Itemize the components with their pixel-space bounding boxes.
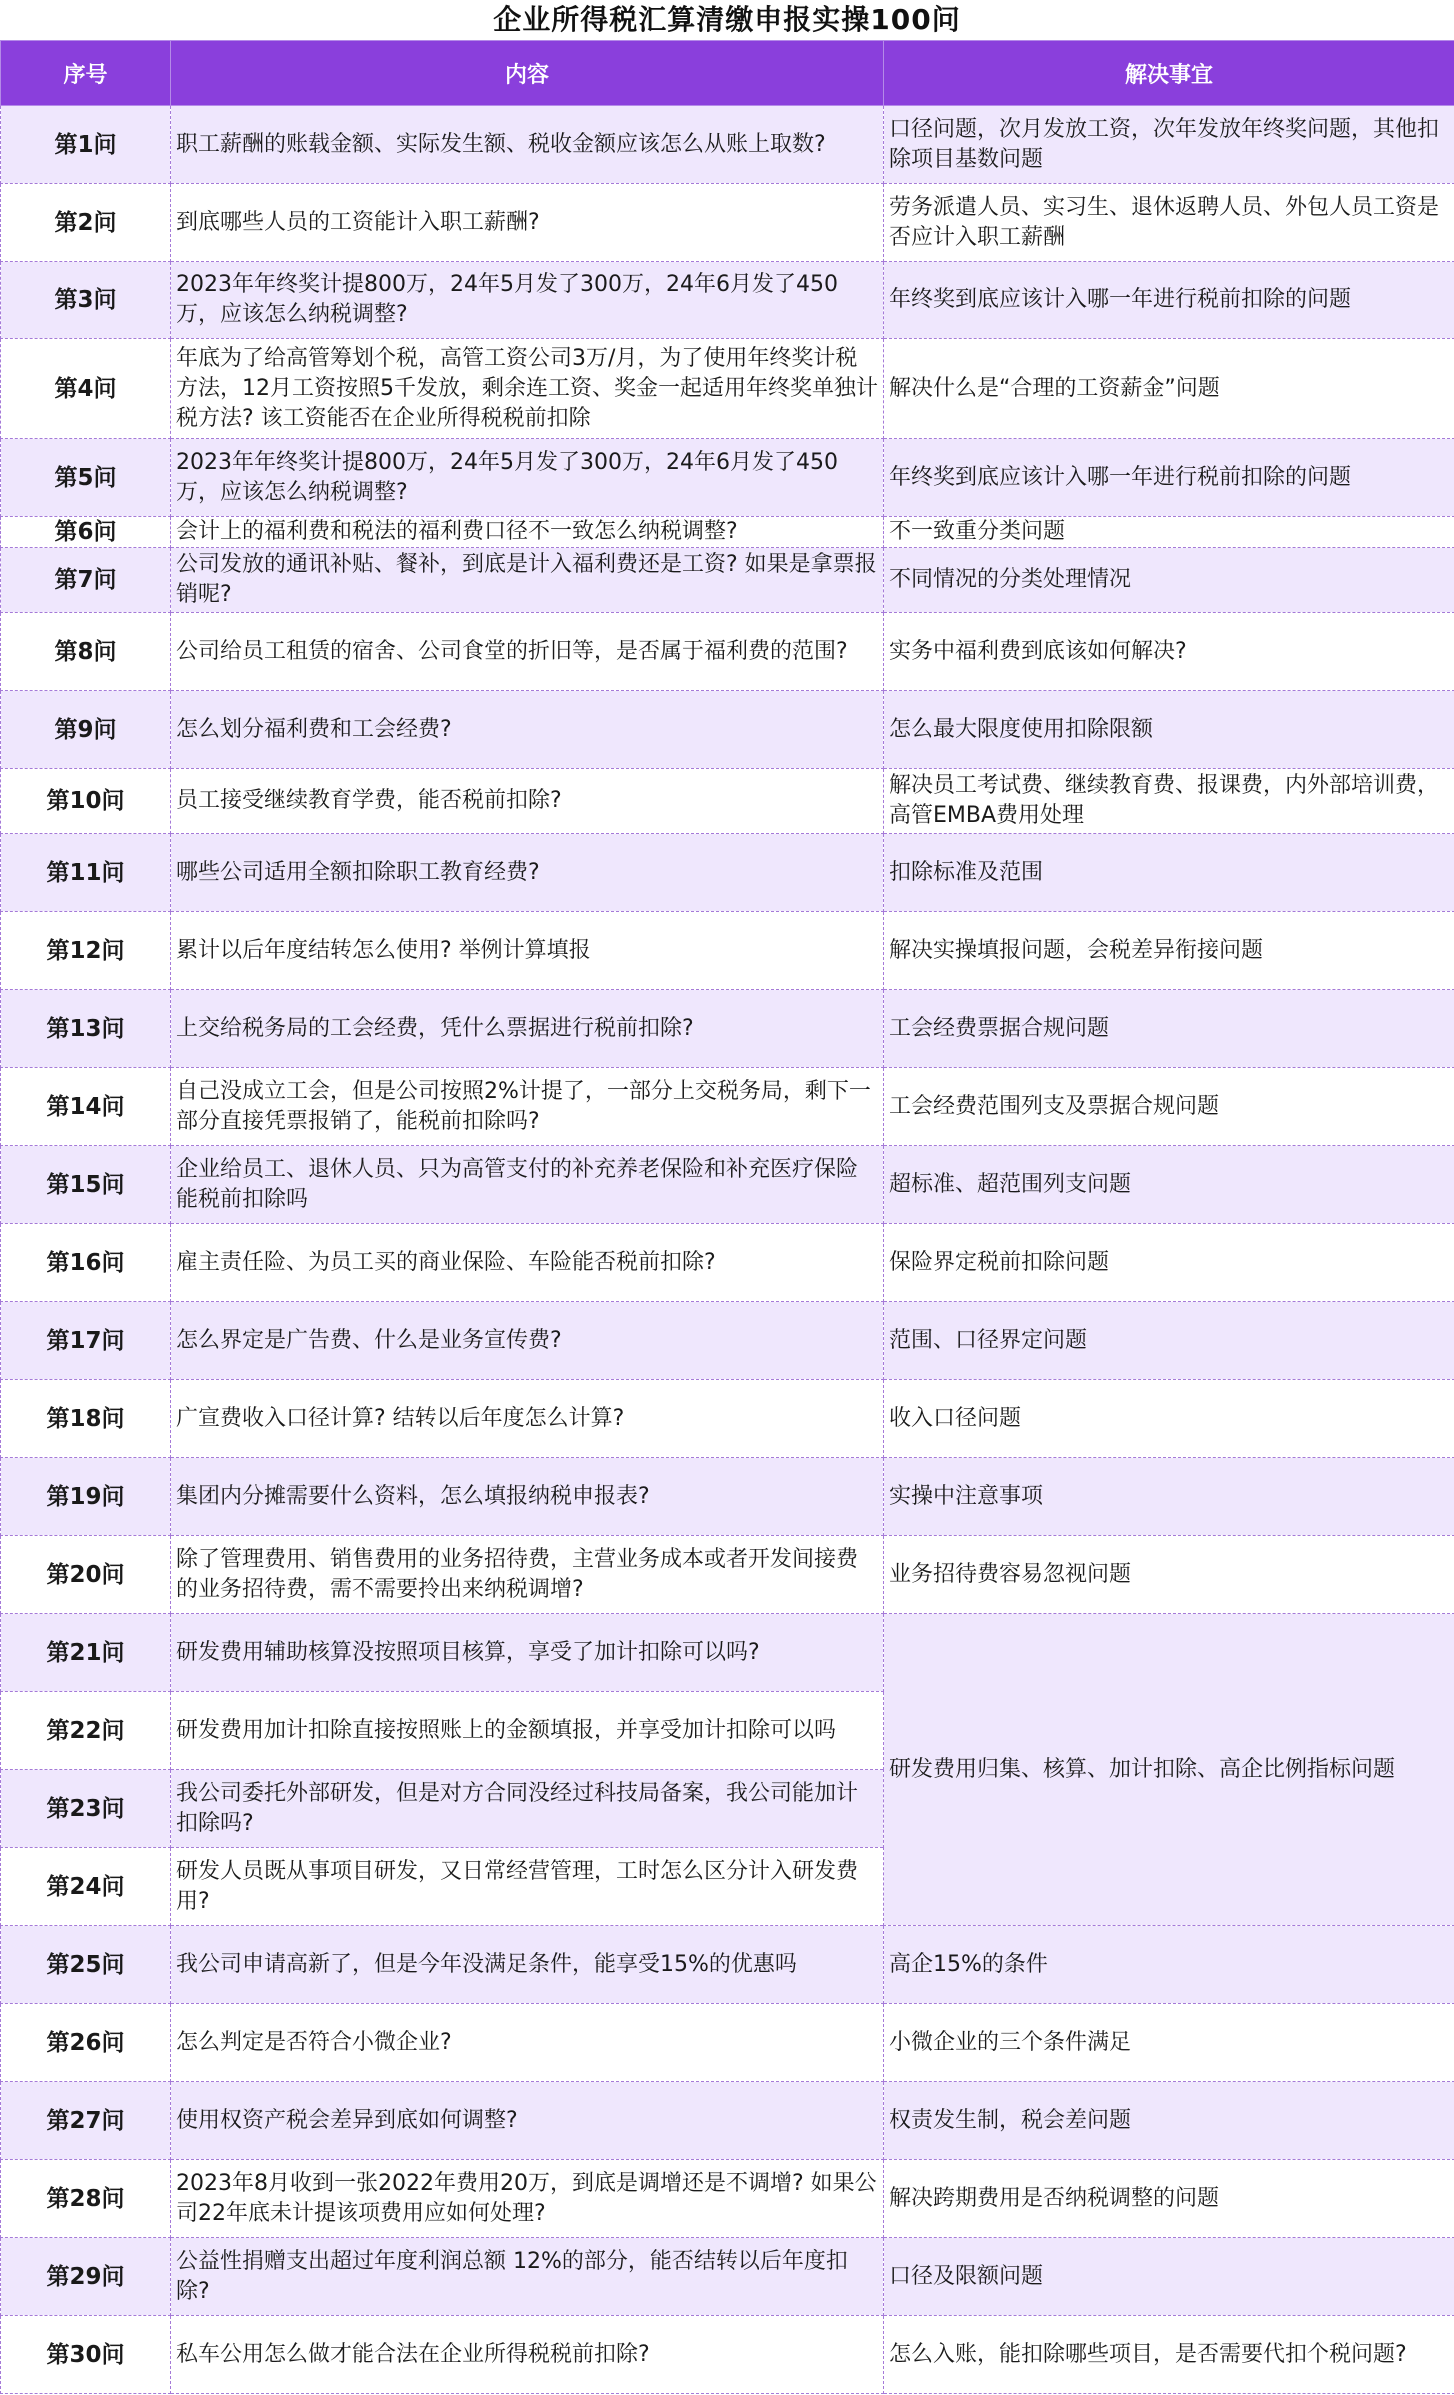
row-resolution: 实务中福利费到底该如何解决? xyxy=(884,613,1454,691)
table-row xyxy=(1,2004,1454,2082)
row-resolution: 不同情况的分类处理情况 xyxy=(884,548,1454,613)
row-number: 第16问 xyxy=(1,1224,171,1302)
row-question: 公司给员工租赁的宿舍、公司食堂的折旧等，是否属于福利费的范围? xyxy=(171,613,884,691)
row-number: 第10问 xyxy=(1,769,171,834)
table-row xyxy=(1,834,1454,912)
row-resolution: 高企15%的条件 xyxy=(884,1926,1454,2004)
row-question: 我公司申请高新了，但是今年没满足条件，能享受15%的优惠吗 xyxy=(171,1926,884,2004)
table-row xyxy=(1,1224,1454,1302)
row-question: 除了管理费用、销售费用的业务招待费，主营业务成本或者开发间接费的业务招待费，需不需要拎出来纳税调增? xyxy=(171,1536,884,1614)
row-number: 第6问 xyxy=(1,517,171,548)
table-row xyxy=(1,1458,1454,1536)
table-row xyxy=(1,106,1454,184)
row-number: 第29问 xyxy=(1,2238,171,2316)
row-question: 怎么判定是否符合小微企业? xyxy=(171,2004,884,2082)
row-number: 第20问 xyxy=(1,1536,171,1614)
table-row xyxy=(1,1926,1454,2004)
row-resolution: 不一致重分类问题 xyxy=(884,517,1454,548)
row-question: 怎么界定是广告费、什么是业务宣传费? xyxy=(171,1302,884,1380)
row-resolution: 小微企业的三个条件满足 xyxy=(884,2004,1454,2082)
row-resolution: 解决员工考试费、继续教育费、报课费，内外部培训费，高管EMBA费用处理 xyxy=(884,769,1454,834)
row-question: 公司发放的通讯补贴、餐补，到底是计入福利费还是工资? 如果是拿票报销呢? xyxy=(171,548,884,613)
qa-table xyxy=(0,40,1454,2394)
row-question: 广宣费收入口径计算? 结转以后年度怎么计算? xyxy=(171,1380,884,1458)
row-resolution: 范围、口径界定问题 xyxy=(884,1302,1454,1380)
row-resolution: 权责发生制，税会差问题 xyxy=(884,2082,1454,2160)
table-row xyxy=(1,1146,1454,1224)
table-row xyxy=(1,2316,1454,2394)
row-number: 第24问 xyxy=(1,1848,171,1926)
table-row xyxy=(1,517,1454,548)
row-question: 企业给员工、退休人员、只为高管支付的补充养老保险和补充医疗保险能税前扣除吗 xyxy=(171,1146,884,1224)
merged-resolution: 研发费用归集、核算、加计扣除、高企比例指标问题 xyxy=(884,1614,1454,1926)
table-row xyxy=(1,990,1454,1068)
row-question: 2023年年终奖计提800万，24年5月发了300万，24年6月发了450万，应该怎么纳税调整? xyxy=(171,262,884,339)
row-resolution: 劳务派遣人员、实习生、退休返聘人员、外包人员工资是否应计入职工薪酬 xyxy=(884,184,1454,262)
row-resolution: 解决什么是“合理的工资薪金”问题 xyxy=(884,339,1454,439)
row-resolution: 怎么最大限度使用扣除限额 xyxy=(884,691,1454,769)
row-number: 第19问 xyxy=(1,1458,171,1536)
row-number: 第26问 xyxy=(1,2004,171,2082)
row-question: 集团内分摊需要什么资料，怎么填报纳税申报表? xyxy=(171,1458,884,1536)
row-question: 2023年8月收到一张2022年费用20万，到底是调增还是不调增? 如果公司22年底未计提该项费用应如何处理? xyxy=(171,2160,884,2238)
row-number: 第11问 xyxy=(1,834,171,912)
header-content: 内容 xyxy=(171,41,884,106)
row-question: 研发费用辅助核算没按照项目核算，享受了加计扣除可以吗? xyxy=(171,1614,884,1692)
row-resolution: 解决跨期费用是否纳税调整的问题 xyxy=(884,2160,1454,2238)
table-row xyxy=(1,339,1454,439)
row-number: 第1问 xyxy=(1,106,171,184)
table-row xyxy=(1,613,1454,691)
row-number: 第14问 xyxy=(1,1068,171,1146)
row-resolution: 年终奖到底应该计入哪一年进行税前扣除的问题 xyxy=(884,439,1454,517)
row-question: 职工薪酬的账载金额、实际发生额、税收金额应该怎么从账上取数? xyxy=(171,106,884,184)
row-question: 我公司委托外部研发，但是对方合同没经过科技局备案，我公司能加计扣除吗? xyxy=(171,1770,884,1848)
row-number: 第30问 xyxy=(1,2316,171,2394)
row-number: 第15问 xyxy=(1,1146,171,1224)
row-resolution: 怎么入账，能扣除哪些项目，是否需要代扣个税问题? xyxy=(884,2316,1454,2394)
table-row xyxy=(1,912,1454,990)
row-question: 公益性捐赠支出超过年度利润总额 12%的部分，能否结转以后年度扣除? xyxy=(171,2238,884,2316)
row-question: 自己没成立工会，但是公司按照2%计提了，一部分上交税务局，剩下一部分直接凭票报销了，能税前扣除吗? xyxy=(171,1068,884,1146)
page-title: 企业所得税汇算清缴申报实操100问 xyxy=(493,3,961,36)
row-number: 第5问 xyxy=(1,439,171,517)
row-number: 第3问 xyxy=(1,262,171,339)
row-number: 第28问 xyxy=(1,2160,171,2238)
table-row xyxy=(1,2238,1454,2316)
table-row xyxy=(1,2160,1454,2238)
row-resolution: 超标准、超范围列支问题 xyxy=(884,1146,1454,1224)
row-number: 第7问 xyxy=(1,548,171,613)
table-row xyxy=(1,262,1454,339)
row-number: 第25问 xyxy=(1,1926,171,2004)
row-resolution: 口径问题，次月发放工资，次年发放年终奖问题，其他扣除项目基数问题 xyxy=(884,106,1454,184)
row-number: 第23问 xyxy=(1,1770,171,1848)
table-row xyxy=(1,1536,1454,1614)
table-row xyxy=(1,439,1454,517)
row-question: 研发费用加计扣除直接按照账上的金额填报，并享受加计扣除可以吗 xyxy=(171,1692,884,1770)
row-resolution: 工会经费范围列支及票据合规问题 xyxy=(884,1068,1454,1146)
row-number: 第12问 xyxy=(1,912,171,990)
row-resolution: 收入口径问题 xyxy=(884,1380,1454,1458)
row-number: 第9问 xyxy=(1,691,171,769)
table-row xyxy=(1,769,1454,834)
header-number: 序号 xyxy=(1,41,171,106)
row-resolution: 实操中注意事项 xyxy=(884,1458,1454,1536)
row-question: 2023年年终奖计提800万，24年5月发了300万，24年6月发了450万，应该怎么纳税调整? xyxy=(171,439,884,517)
row-resolution: 业务招待费容易忽视问题 xyxy=(884,1536,1454,1614)
row-number: 第27问 xyxy=(1,2082,171,2160)
row-number: 第18问 xyxy=(1,1380,171,1458)
row-question: 年底为了给高管筹划个税，高管工资公司3万/月，为了使用年终奖计税方法，12月工资按照5千发放，剩余连工资、奖金一起适用年终奖单独计税方法? 该工资能否在企业所得税税前扣除 xyxy=(171,339,884,439)
row-resolution: 扣除标准及范围 xyxy=(884,834,1454,912)
row-question: 累计以后年度结转怎么使用? 举例计算填报 xyxy=(171,912,884,990)
row-question: 到底哪些人员的工资能计入职工薪酬? xyxy=(171,184,884,262)
table-row xyxy=(1,691,1454,769)
header-resolution: 解决事宜 xyxy=(884,41,1454,106)
row-number: 第21问 xyxy=(1,1614,171,1692)
row-question: 雇主责任险、为员工买的商业保险、车险能否税前扣除? xyxy=(171,1224,884,1302)
row-question: 私车公用怎么做才能合法在企业所得税税前扣除? xyxy=(171,2316,884,2394)
row-number: 第13问 xyxy=(1,990,171,1068)
row-question: 研发人员既从事项目研发，又日常经营管理，工时怎么区分计入研发费用? xyxy=(171,1848,884,1926)
row-number: 第22问 xyxy=(1,1692,171,1770)
table-row xyxy=(1,1302,1454,1380)
table-row xyxy=(1,184,1454,262)
row-question: 上交给税务局的工会经费，凭什么票据进行税前扣除? xyxy=(171,990,884,1068)
row-resolution: 工会经费票据合规问题 xyxy=(884,990,1454,1068)
table-row xyxy=(1,1614,1454,1692)
row-question: 怎么划分福利费和工会经费? xyxy=(171,691,884,769)
row-question: 会计上的福利费和税法的福利费口径不一致怎么纳税调整? xyxy=(171,517,884,548)
row-resolution: 解决实操填报问题，会税差异衔接问题 xyxy=(884,912,1454,990)
row-number: 第2问 xyxy=(1,184,171,262)
table-row xyxy=(1,1068,1454,1146)
row-number: 第17问 xyxy=(1,1302,171,1380)
row-question: 员工接受继续教育学费，能否税前扣除? xyxy=(171,769,884,834)
row-number: 第8问 xyxy=(1,613,171,691)
table-row xyxy=(1,1380,1454,1458)
row-resolution: 年终奖到底应该计入哪一年进行税前扣除的问题 xyxy=(884,262,1454,339)
table-header-row xyxy=(1,41,1454,106)
row-resolution: 保险界定税前扣除问题 xyxy=(884,1224,1454,1302)
table-row xyxy=(1,2082,1454,2160)
row-question: 使用权资产税会差异到底如何调整? xyxy=(171,2082,884,2160)
table-row xyxy=(1,548,1454,613)
row-number: 第4问 xyxy=(1,339,171,439)
row-question: 哪些公司适用全额扣除职工教育经费? xyxy=(171,834,884,912)
row-resolution: 口径及限额问题 xyxy=(884,2238,1454,2316)
